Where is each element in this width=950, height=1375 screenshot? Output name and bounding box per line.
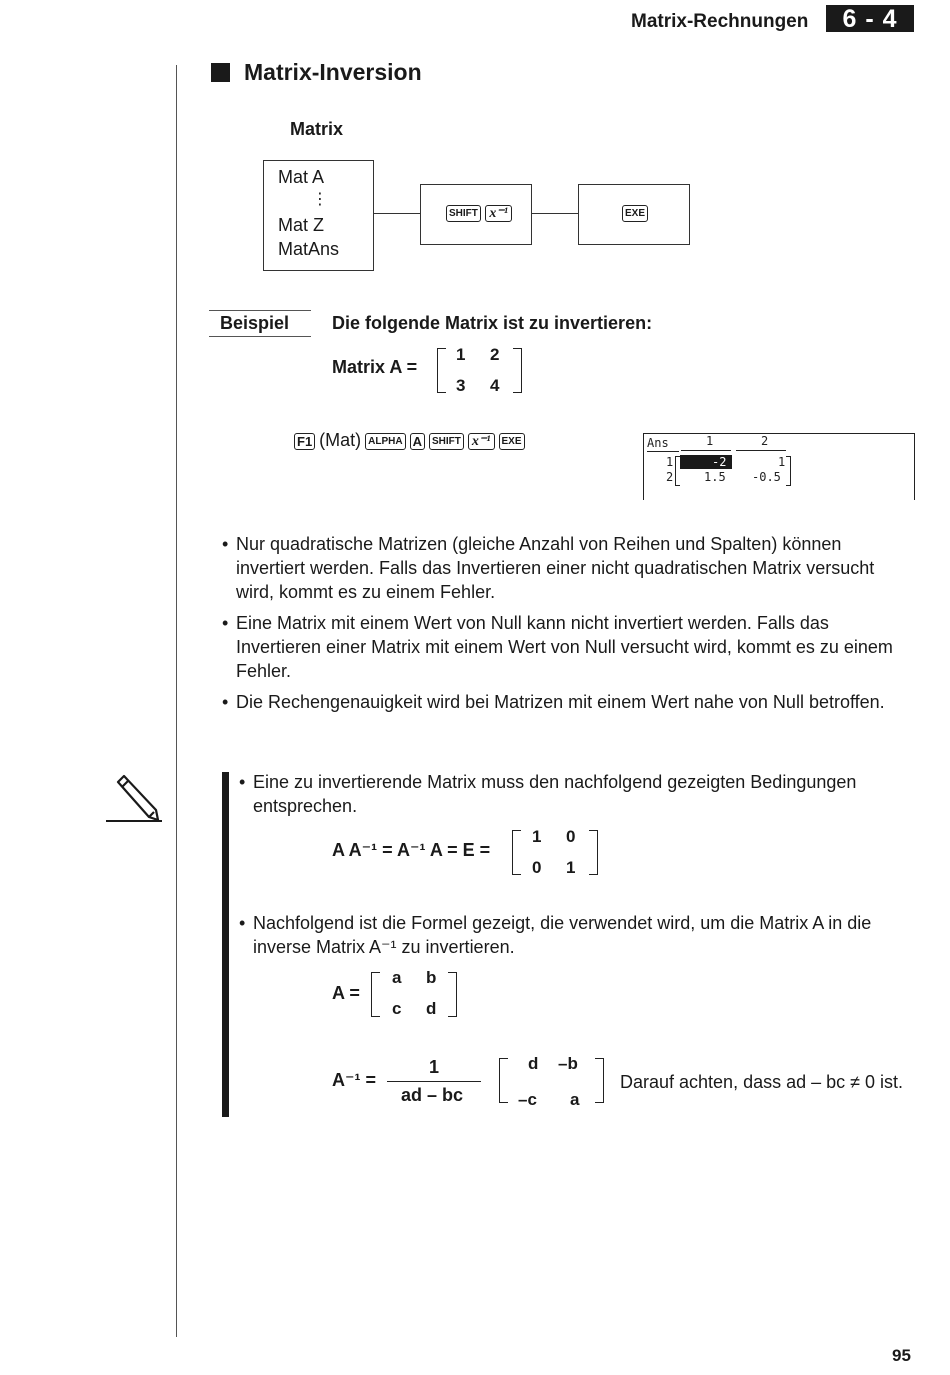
- note-bar: [222, 772, 229, 1117]
- screen-underline: [647, 451, 679, 452]
- option-matans: MatAns: [278, 239, 340, 259]
- bullet-item: • Nur quadratische Matrizen (gleiche Anzahl von Reihen und Spalten) können invertiert werden. Falls das Invertieren einer nicht quadratischen Matrix versucht wird, kommt es zu einem Fehler.: [222, 532, 912, 604]
- matrix-cell: c: [392, 999, 402, 1018]
- bracket-right: [595, 1058, 604, 1103]
- matrix-cell: 1: [456, 345, 466, 364]
- bracket-left: [512, 830, 521, 875]
- inverse-key-icon: x⁻¹: [468, 433, 495, 450]
- syntax-label: Matrix: [290, 119, 344, 139]
- screen-row-index: 2: [666, 470, 674, 484]
- exe-key-icon: EXE: [622, 205, 648, 222]
- screen-row-index: 1: [666, 455, 674, 469]
- inverse-label: A⁻¹ =: [332, 1070, 377, 1090]
- screen-bracket-right: [786, 456, 791, 486]
- matrix-cell: 0: [532, 858, 542, 877]
- page-number: 95: [892, 1346, 911, 1365]
- bracket-left: [437, 348, 446, 393]
- matrix-cell: 4: [490, 376, 500, 395]
- matrix-cell: 2: [490, 345, 500, 364]
- identity-formula: A A⁻¹ = A⁻¹ A = E =: [332, 840, 491, 860]
- matrix-options-box: [263, 160, 374, 271]
- inverse-key-icon: x⁻¹: [485, 205, 512, 222]
- fraction-numerator: 1: [429, 1057, 440, 1077]
- note-bullet-text: Eine zu invertierende Matrix muss den nachfolgend gezeigten Bedingungen entsprechen.: [253, 772, 857, 816]
- f1-key-icon: F1: [294, 433, 315, 450]
- matrix-cell: –c: [518, 1090, 537, 1109]
- matrix-cell: a: [570, 1090, 580, 1109]
- section-number-badge: 6 - 4: [826, 5, 914, 32]
- bracket-left: [499, 1058, 508, 1103]
- example-description: Die folgende Matrix ist zu invertieren:: [332, 313, 653, 333]
- flow-connector: [373, 213, 420, 214]
- note-bullet-text: Nachfolgend ist die Formel gezeigt, die verwendet wird, um die Matrix A in die inverse Matrix A⁻¹ zu invertieren.: [253, 913, 872, 957]
- bracket-right: [448, 972, 457, 1017]
- matrix-cell: d: [528, 1054, 539, 1073]
- screen-title: Ans: [647, 436, 669, 450]
- matrix-cell: 3: [456, 376, 466, 395]
- bullet-text: Eine Matrix mit einem Wert von Null kann nicht invertiert werden. Falls das Invertieren einer Matrix mit einem Wert von Null versucht wird, kommt es zu einem Fehler.: [236, 613, 893, 681]
- shift-key-icon: SHIFT: [429, 433, 464, 450]
- matrix-cell: 1: [532, 827, 542, 846]
- bullet-text: Die Rechengenauigkeit wird bei Matrizen mit einem Wert nahe von Null betroffen.: [236, 692, 885, 712]
- matrix-cell: 1: [566, 858, 576, 877]
- header-title: Matrix-Rechnungen: [631, 11, 809, 32]
- bullet-item: • Die Rechengenauigkeit wird bei Matrizen mit einem Wert nahe von Null betroffen.: [222, 690, 912, 714]
- mat-label: (Mat): [319, 430, 362, 450]
- margin-rule: [176, 65, 177, 1337]
- matrix-cell: 0: [566, 827, 576, 846]
- example-rule-bottom: [209, 336, 311, 337]
- condition-note: Darauf achten, dass ad – bc ≠ 0 ist.: [620, 1072, 904, 1092]
- screen-underline: [681, 450, 731, 451]
- flow-connector: [531, 213, 578, 214]
- bracket-right: [589, 830, 598, 875]
- screen-col-header: 2: [761, 434, 769, 448]
- option-ellipsis: ⋮: [312, 191, 328, 208]
- bullet-item: • Eine Matrix mit einem Wert von Null kann nicht invertiert werden. Falls das Invertieren einer Matrix mit einem Wert von Null versucht wird, kommt es zu einem Fehler.: [222, 611, 912, 683]
- section-square-icon: [211, 63, 230, 82]
- pencil-note-icon: [104, 774, 164, 826]
- fraction-denominator: ad – bc: [401, 1085, 464, 1105]
- note-bullet: • Nachfolgend ist die Formel gezeigt, die verwendet wird, um die Matrix A in die inverse Matrix A⁻¹ zu invertieren.: [239, 911, 911, 959]
- screen-cell: 1: [778, 455, 786, 469]
- screen-underline: [736, 450, 786, 451]
- matrix-cell: b: [426, 968, 437, 987]
- bracket-right: [513, 348, 522, 393]
- shift-inverse-keys-box: [420, 184, 532, 245]
- bracket-left: [371, 972, 380, 1017]
- example-rule-top: [209, 310, 311, 311]
- a-label: A =: [332, 983, 360, 1003]
- section-title: Matrix-Inversion: [244, 59, 422, 85]
- shift-key-icon: SHIFT: [446, 205, 481, 222]
- alpha-key-icon: ALPHA: [365, 433, 405, 450]
- screen-cell-selected: -2: [712, 455, 727, 469]
- matrix-cell: –b: [558, 1054, 578, 1073]
- matrix-cell: d: [426, 999, 437, 1018]
- key-sequence: [294, 430, 529, 451]
- example-label: Beispiel: [220, 313, 290, 333]
- screen-col-header: 1: [706, 434, 714, 448]
- exe-key-box: [578, 184, 690, 245]
- matrix-a-label: Matrix A =: [332, 357, 418, 377]
- fraction-line: [387, 1081, 481, 1082]
- exe-key-icon: EXE: [499, 433, 525, 450]
- option-mat-a: Mat A: [278, 167, 325, 187]
- note-bullet: • Eine zu invertierende Matrix muss den nachfolgend gezeigten Bedingungen entsprechen.: [239, 770, 911, 818]
- matrix-cell: a: [392, 968, 402, 987]
- screen-cell: 1.5: [704, 470, 726, 484]
- a-key-icon: A: [410, 433, 425, 450]
- screen-cell: -0.5: [752, 470, 781, 484]
- bullet-text: Nur quadratische Matrizen (gleiche Anzahl von Reihen und Spalten) können invertiert werden. Falls das Invertieren einer nicht quadratischen Matrix versucht wird, kommt es zu einem Fehler.: [236, 534, 875, 602]
- calculator-screen: [643, 433, 915, 500]
- option-mat-z: Mat Z: [278, 215, 325, 235]
